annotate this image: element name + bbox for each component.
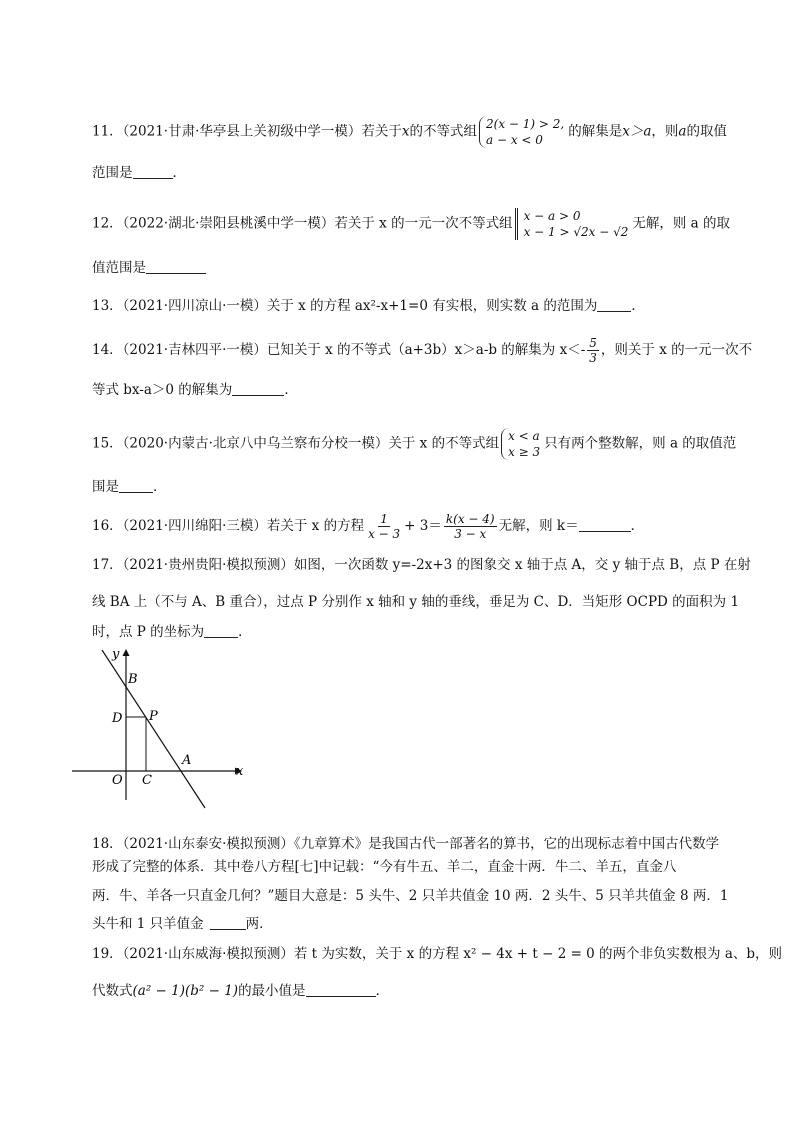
q12-sys-row1: x − a > 0 <box>523 209 581 223</box>
q13-line <box>92 296 645 316</box>
q16-fraction-1 <box>366 512 402 541</box>
q15-inequality-system <box>501 428 542 460</box>
q11-end: ． <box>172 165 186 181</box>
q11-inequality-system <box>479 116 566 148</box>
q15-head: 15．（2020·内蒙古·北京八中乌兰察布分校一模）关于 x 的不等式组 <box>92 435 500 452</box>
q12-sys-row2: x − 1 > √2x − √2 <box>523 225 629 239</box>
q14-head: 14．（2021·吉林四平·一模）已知关于 x 的不等式（a+3b）x＞a-b 的解集为 x＜- <box>92 342 586 358</box>
q16-f2-num: k(x − 4) <box>445 512 495 526</box>
q18-end: 两． <box>245 916 273 932</box>
q15-answer-blank[interactable] <box>119 478 153 493</box>
q11-tail3: 的取值 <box>686 123 727 140</box>
label-P: P <box>149 709 158 724</box>
q19-line1: 19．（2021·山东威海·模拟预测）若 t 为实数，关于 x 的方程 x² − 4x + t − 2 = 0 的两个非负实数根为 a、b，则 <box>92 946 783 962</box>
q11-sys-row1: 2(x − 1) > 2, <box>486 117 565 131</box>
q16-line <box>92 512 644 541</box>
q18-answer-blank[interactable] <box>210 915 246 930</box>
q18-line3: 两．牛、羊各一只直金几何？”题目大意是：5 头牛、2 只羊共值金 10 两．2 头牛、5 只羊共值金 8 两．1 <box>92 888 729 904</box>
q16-plus: + 3＝ <box>404 518 442 534</box>
q11-answer-blank[interactable] <box>133 164 173 179</box>
q14-line2 <box>92 380 298 400</box>
q12-head: 12．（2022·湖北·崇阳县桃溪中学一模）若关于 x 的一元一次不等式组 <box>92 215 513 232</box>
q17-line3-text: 时，点 P 的坐标为 <box>92 624 205 640</box>
q18-line1: 18．（2021·山东泰安·模拟预测）《九章算术》是我国古代一部著名的算书，它的出现标志着中国古代数学 <box>92 836 720 852</box>
q11-var-x: x <box>401 123 410 140</box>
q15-tail: 只有两个整数解，则 a 的取值范 <box>544 435 737 452</box>
q15-line2-text: 围是 <box>92 479 119 495</box>
q12-line2-text: 值范围是 <box>92 260 146 276</box>
q16-answer-blank[interactable] <box>579 517 631 532</box>
label-y: y <box>112 647 120 662</box>
label-D: D <box>112 711 123 726</box>
q16-head: 16．（2021·四川绵阳·三模）若关于 x 的方程 <box>92 518 365 534</box>
q16-fraction-2 <box>444 512 497 541</box>
label-B: B <box>128 672 138 687</box>
q17-line2: 线 BA 上（不与 A、B 重合），过点 P 分别作 x 轴和 y 轴的垂线，垂足为 C、D．当矩形 OCPD 的面积为 1 <box>92 594 740 610</box>
label-A: A <box>182 753 192 768</box>
q15-end: ． <box>153 479 167 495</box>
q14-answer-blank[interactable] <box>232 381 284 396</box>
q15-line1 <box>92 428 736 460</box>
q15-line2 <box>92 477 167 497</box>
q19-line2-prefix: 代数式 <box>92 983 133 999</box>
q17-end: ． <box>238 624 252 640</box>
q11-line1 <box>92 116 727 148</box>
q14-end: ． <box>284 382 298 398</box>
q15-sys-row2: x ≥ 3 <box>508 445 541 459</box>
q17-figure <box>60 640 260 820</box>
q13-answer-blank[interactable] <box>597 297 631 312</box>
q19-line2-suffix: 的最小值是 <box>238 983 306 999</box>
q19-line2 <box>92 981 389 1001</box>
q11-line2 <box>92 163 186 183</box>
q14-frac-num: 5 <box>589 336 597 350</box>
q14-frac-den: 3 <box>589 351 597 365</box>
q12-tail: 无解，则 a 的取 <box>632 215 730 232</box>
label-O: O <box>112 773 123 788</box>
q16-f1-num: 1 <box>380 512 388 526</box>
q16-end: ． <box>630 518 645 534</box>
q17-line3 <box>92 622 252 642</box>
q18-line4-text: 头牛和 1 只羊值金 <box>92 916 204 932</box>
q18-line4 <box>92 914 273 934</box>
q12-line1 <box>92 208 730 240</box>
q15-sys-row1: x < a <box>508 429 540 443</box>
q11-line2-text: 范围是 <box>92 165 133 181</box>
q16-tail: 无解，则 k＝ <box>498 518 579 534</box>
q12-line2 <box>92 258 206 278</box>
q13-end: ． <box>631 298 645 314</box>
q11-sys-row2: a − x < 0 <box>486 133 543 147</box>
q17-answer-blank[interactable] <box>204 623 238 638</box>
q12-answer-blank[interactable] <box>146 259 206 274</box>
q11-mid: 的不等式组 <box>409 123 477 140</box>
q16-f1-den: x − 3 <box>368 527 401 541</box>
label-C: C <box>142 773 152 788</box>
q11-tail: 的解集是 <box>568 123 623 140</box>
q12-inequality-system <box>515 208 631 240</box>
q11-tail2: ，则 <box>651 123 679 140</box>
q18-line2: 形成了完整的体系．其中卷八方程[七]中记载：“今有牛五、羊二，直金十两．牛二、羊五，直金八 <box>92 859 677 875</box>
q11-head: 11．（2021·甘肃·华亭县上关初级中学一模）若关于 <box>92 123 402 140</box>
q16-f2-den: 3 − x <box>454 527 487 541</box>
q19-end: ． <box>375 983 390 999</box>
label-x: x <box>236 764 244 779</box>
y-axis-arrow <box>123 649 130 656</box>
q19-expression: (a² − 1)(b² − 1) <box>132 983 239 999</box>
q19-answer-blank[interactable] <box>306 982 376 997</box>
q14-line2-text: 等式 bx-a＞0 的解集为 <box>92 382 233 398</box>
q11-var-a: a <box>678 123 687 140</box>
q13-text: 13．（2021·四川凉山·一模）关于 x 的方程 ax²-x+1=0 有实根，则实数 a 的范围为 <box>92 298 598 314</box>
q14-fraction <box>587 336 599 365</box>
q14-tail: ，则关于 x 的一元一次不 <box>600 342 753 358</box>
q14-line1 <box>92 336 752 365</box>
q11-cond: x＞a <box>622 123 652 140</box>
q17-line1: 17．（2021·贵州贵阳·模拟预测）如图，一次函数 y=-2x+3 的图象交 x 轴于点 A，交 y 轴于点 B，点 P 在射 <box>92 557 751 573</box>
